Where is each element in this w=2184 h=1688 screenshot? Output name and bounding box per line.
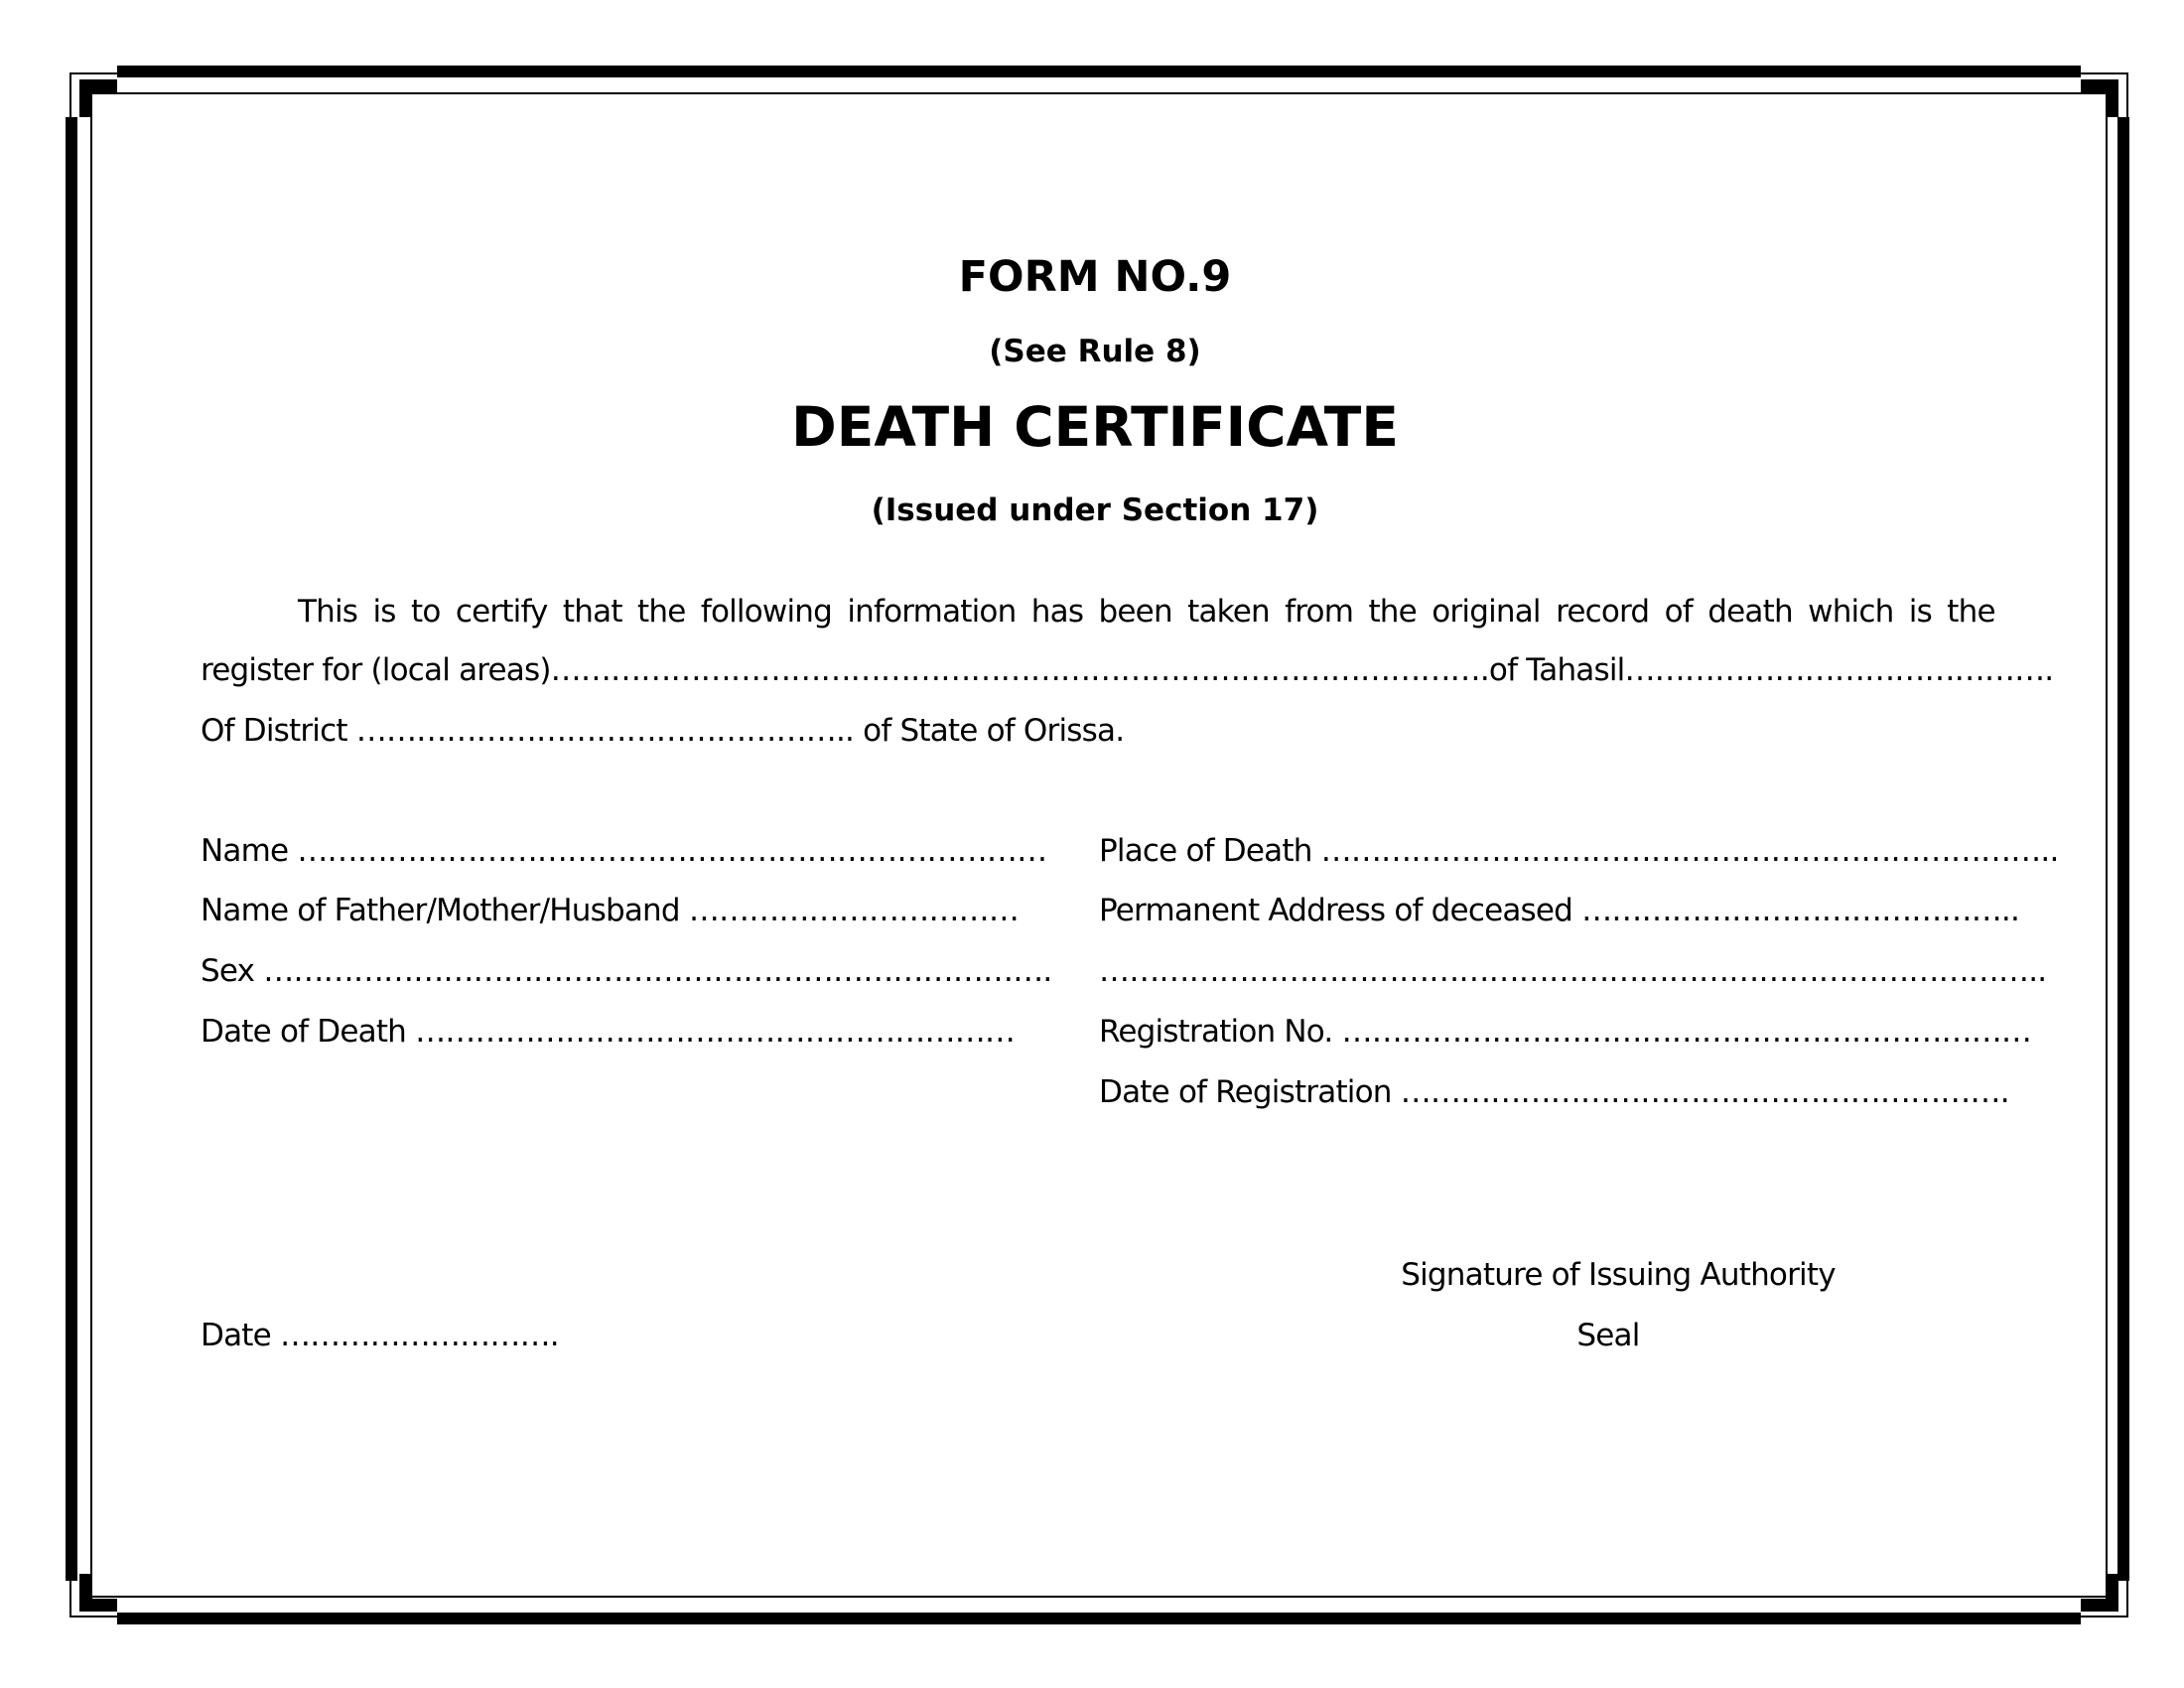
field-place-of-death [1099,832,2059,870]
border-corner-bottom-right [2081,1574,2118,1612]
field-blank[interactable]: …………………………………………………………… [1341,1014,2032,1050]
date-label: Date [201,1318,271,1353]
intro-word: which [1808,594,1894,630]
field-blank[interactable]: …………………………………….. [1581,893,2020,928]
field-label: Date of Registration [1099,1074,1392,1110]
field-label: Sex [201,953,255,989]
intro-word: original [1432,594,1541,630]
field-blank[interactable]: …………………………………………………… [415,1014,1016,1050]
field-permanent-address [1099,892,2019,929]
field-permanent-address-continued [1099,952,2046,990]
intro-word: of [1664,594,1693,630]
field-label: Name of Father/Mother/Husband [201,893,680,928]
intro-word: This [298,594,358,630]
field-name [201,832,1046,870]
border-bottom-bar [117,1613,2081,1624]
intro-word: that [562,594,622,630]
signature-label: Signature of Issuing Authority [1401,1257,1836,1293]
date-field [201,1317,559,1354]
field-blank[interactable]: ………………………………………………………………………………….. [1099,953,2047,989]
field-sex [201,952,1051,990]
intro-word: from [1285,594,1354,630]
form-number: FORM NO.9 [958,252,1232,302]
certificate-title: DEATH CERTIFICATE [791,395,1399,459]
intro-line-2 [201,651,2054,689]
local-area-label: register for (local areas) [201,652,551,688]
tahasil-blank[interactable]: ……………………………………. [1624,652,2054,688]
intro-word: taken [1187,594,1270,630]
field-blank[interactable]: ……………………………………………………………….. [1320,833,2059,869]
field-date-of-death [201,1013,1015,1051]
intro-word: to [410,594,441,630]
border-corner-top-right [2081,79,2118,117]
field-blank[interactable]: ……………………………………………………………………. [263,953,1052,989]
district-label: Of District [201,713,347,749]
field-registration-number [1099,1013,2031,1051]
intro-word: has [1030,594,1084,630]
rule-reference: (See Rule 8) [989,334,1201,369]
field-parent-name [201,892,1019,929]
field-date-of-registration [1099,1073,2009,1111]
field-label: Permanent Address of deceased [1099,893,1573,928]
border-corner-top-left [79,79,117,117]
field-blank[interactable]: ……………………………………………………. [1400,1074,2009,1110]
intro-word: the [1368,594,1417,630]
field-label: Name [201,833,289,869]
intro-word: following [700,594,832,630]
field-label: Registration No. [1099,1014,1333,1050]
section-reference: (Issued under Section 17) [871,492,1319,528]
intro-word: certify [455,594,548,630]
intro-word: the [1947,594,1995,630]
border-top-bar [117,66,2081,77]
state-text: of State of Orissa. [863,713,1125,749]
date-blank[interactable]: ………………………. [279,1318,559,1353]
field-label: Date of Death [201,1014,407,1050]
intro-line-3 [201,712,1995,750]
intro-line-1 [298,593,1995,631]
seal-label: Seal [1576,1318,1640,1353]
district-blank[interactable]: ………………………………………….. [355,713,855,749]
field-blank[interactable]: …………………………… [688,893,1020,928]
intro-word: information [847,594,1017,630]
field-label: Place of Death [1099,833,1312,869]
intro-word: record [1556,594,1650,630]
intro-word: been [1098,594,1172,630]
field-blank[interactable]: ………………………………………………………………… [297,833,1047,869]
intro-word: death [1707,594,1793,630]
intro-word: the [637,594,686,630]
local-area-blank[interactable]: …………………………………………………………………………………. [550,652,1489,688]
intro-word: is [1908,594,1932,630]
border-corner-bottom-left [79,1574,117,1612]
tahasil-label: of Tahasil [1488,652,1625,688]
intro-word: is [372,594,396,630]
